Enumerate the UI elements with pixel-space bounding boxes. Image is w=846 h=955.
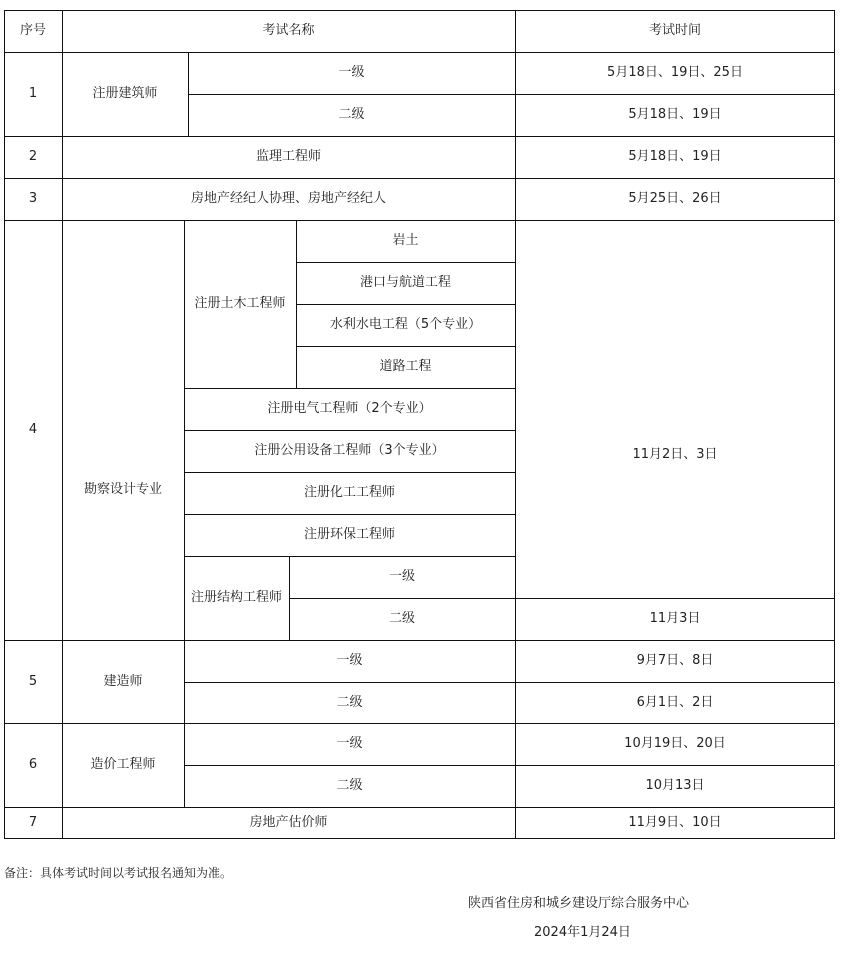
exam-subcategory: 注册电气工程师（2个专业） (267, 401, 432, 417)
exam-name: 注册建筑师 (92, 86, 158, 102)
exam-name: 造价工程师 (90, 757, 156, 773)
exam-time: 11月3日 (649, 611, 701, 627)
exam-time: 11月9日、10日 (628, 814, 722, 830)
exam-name: 房地产估价师 (249, 814, 328, 830)
row-no: 2 (28, 149, 38, 165)
exam-time: 5月18日、19日 (628, 107, 722, 123)
exam-subcategory: 注册环保工程师 (303, 527, 395, 543)
header-time: 考试时间 (648, 23, 701, 39)
exam-level: 一级 (338, 65, 365, 81)
exam-time: 6月1日、2日 (636, 694, 714, 710)
exam-level: 二级 (338, 107, 365, 123)
exam-time: 5月18日、19日、25日 (607, 65, 743, 81)
row-no: 7 (28, 814, 38, 830)
exam-time: 5月18日、19日 (628, 149, 722, 165)
row-no: 3 (28, 191, 38, 207)
row-no: 4 (28, 422, 38, 438)
row-no: 1 (28, 86, 38, 102)
exam-level: 一级 (388, 569, 415, 585)
exam-specialty: 港口与航道工程 (359, 275, 451, 291)
exam-specialty: 道路工程 (379, 359, 432, 375)
header-no: 序号 (19, 23, 46, 39)
exam-subcategory: 注册土木工程师 (194, 296, 286, 312)
exam-level: 二级 (388, 611, 415, 627)
exam-subcategory: 注册化工工程师 (303, 485, 395, 501)
header-name: 考试名称 (262, 23, 315, 39)
border (4, 838, 835, 839)
exam-level: 二级 (336, 694, 363, 710)
date-text: 2024年1月24日 (534, 925, 631, 940)
exam-name: 建造师 (103, 673, 143, 689)
exam-level: 一级 (336, 653, 363, 669)
exam-subcategory: 注册公用设备工程师（3个专业） (254, 443, 445, 459)
row-no: 6 (28, 757, 38, 773)
exam-time: 10月19日、20日 (624, 736, 726, 752)
row-no: 5 (28, 673, 38, 689)
remark-text: 备注：具体考试时间以考试报名通知为准。 (4, 866, 233, 880)
exam-level: 一级 (336, 736, 363, 752)
exam-time: 11月2日、3日 (632, 446, 718, 462)
exam-time: 10月13日 (645, 778, 705, 794)
exam-name: 监理工程师 (255, 149, 321, 165)
exam-specialty: 岩土 (392, 233, 419, 249)
exam-time: 9月7日、8日 (636, 653, 714, 669)
exam-name: 勘察设计专业 (83, 482, 162, 498)
exam-name: 房地产经纪人协理、房地产经纪人 (190, 191, 386, 207)
exam-time: 5月25日、26日 (628, 191, 722, 207)
exam-level: 二级 (336, 778, 363, 794)
exam-subcategory: 注册结构工程师 (190, 590, 282, 606)
exam-specialty: 水利水电工程（5个专业） (329, 317, 482, 333)
issuer-text: 陕西省住房和城乡建设厅综合服务中心 (468, 896, 690, 911)
